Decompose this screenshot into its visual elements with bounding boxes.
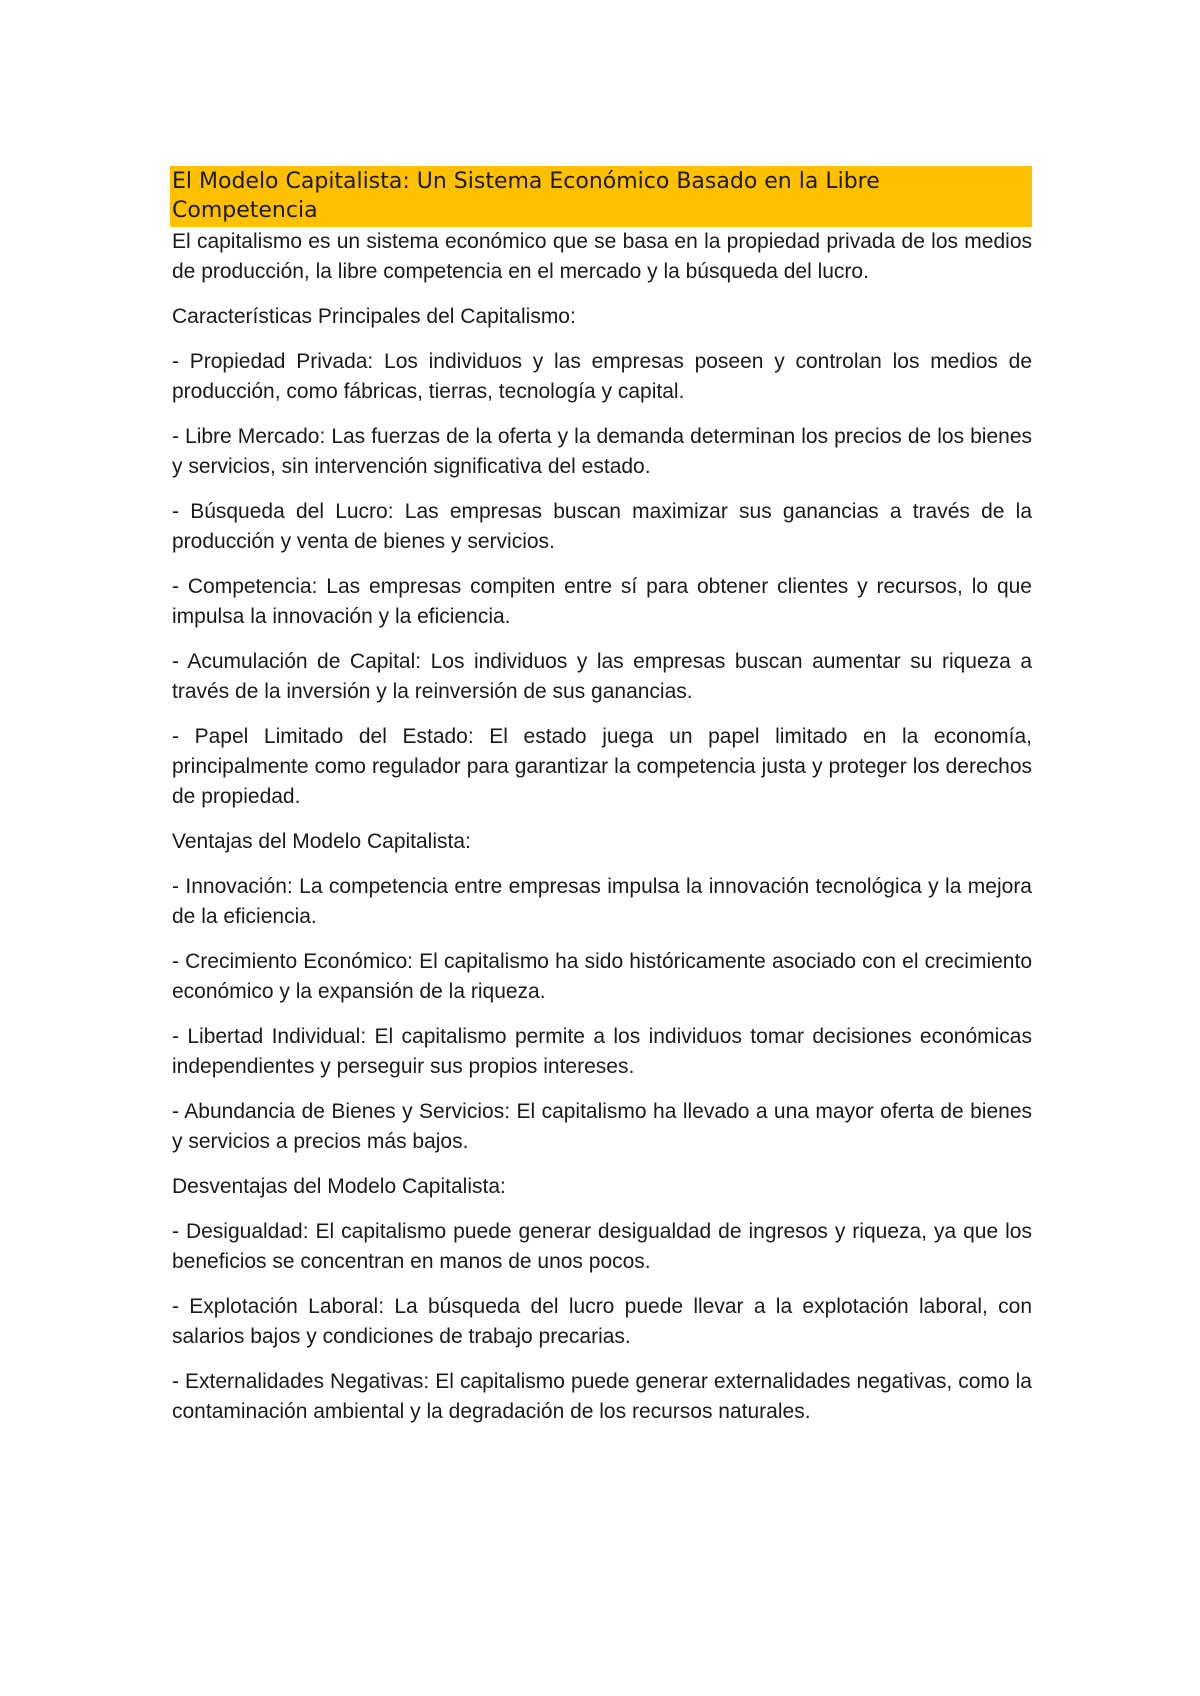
section-heading-caracteristicas: Características Principales del Capitalismo: (172, 305, 576, 328)
list-item: - Innovación: La competencia entre empresas impulsa la innovación tecnológica y la mejora de la eficiencia. (172, 875, 1032, 928)
list-item: - Libre Mercado: Las fuerzas de la oferta y la demanda determinan los precios de los bienes y servicios, sin intervención significativa del estado. (172, 425, 1032, 478)
document-title: El Modelo Capitalista: Un Sistema Económico Basado en la Libre Competencia (170, 166, 1032, 227)
list-item: - Papel Limitado del Estado: El estado juega un papel limitado en la economía, principalmente como regulador para garantizar la competencia justa y proteger los derechos de propiedad. (172, 725, 1032, 808)
list-item: - Desigualdad: El capitalismo puede generar desigualdad de ingresos y riqueza, ya que los beneficios se concentran en manos de unos pocos. (172, 1220, 1032, 1273)
list-item: - Competencia: Las empresas compiten entre sí para obtener clientes y recursos, lo que impulsa la innovación y la eficiencia. (172, 575, 1032, 628)
list-item: - Búsqueda del Lucro: Las empresas buscan maximizar sus ganancias a través de la producción y venta de bienes y servicios. (172, 500, 1032, 553)
intro-paragraph: El capitalismo es un sistema económico que se basa en la propiedad privada de los medios de producción, la libre competencia en el mercado y la búsqueda del lucro. (172, 230, 1032, 283)
list-item: - Libertad Individual: El capitalismo permite a los individuos tomar decisiones económicas independientes y perseguir sus propios intereses. (172, 1025, 1032, 1078)
list-item: - Crecimiento Económico: El capitalismo ha sido históricamente asociado con el crecimiento económico y la expansión de la riqueza. (172, 950, 1032, 1003)
section-heading-desventajas: Desventajas del Modelo Capitalista: (172, 1175, 506, 1198)
list-item: - Acumulación de Capital: Los individuos y las empresas buscan aumentar su riqueza a través de la inversión y la reinversión de sus ganancias. (172, 650, 1032, 703)
list-item: - Abundancia de Bienes y Servicios: El capitalismo ha llevado a una mayor oferta de bienes y servicios a precios más bajos. (172, 1100, 1032, 1153)
section-heading-ventajas: Ventajas del Modelo Capitalista: (172, 830, 471, 853)
document-page (172, 166, 1032, 1442)
list-item: - Externalidades Negativas: El capitalismo puede generar externalidades negativas, como la contaminación ambiental y la degradación de los recursos naturales. (172, 1370, 1032, 1423)
list-item: - Propiedad Privada: Los individuos y las empresas poseen y controlan los medios de producción, como fábricas, tierras, tecnología y capital. (172, 350, 1032, 403)
list-item: - Explotación Laboral: La búsqueda del lucro puede llevar a la explotación laboral, con salarios bajos y condiciones de trabajo precarias. (172, 1295, 1032, 1348)
